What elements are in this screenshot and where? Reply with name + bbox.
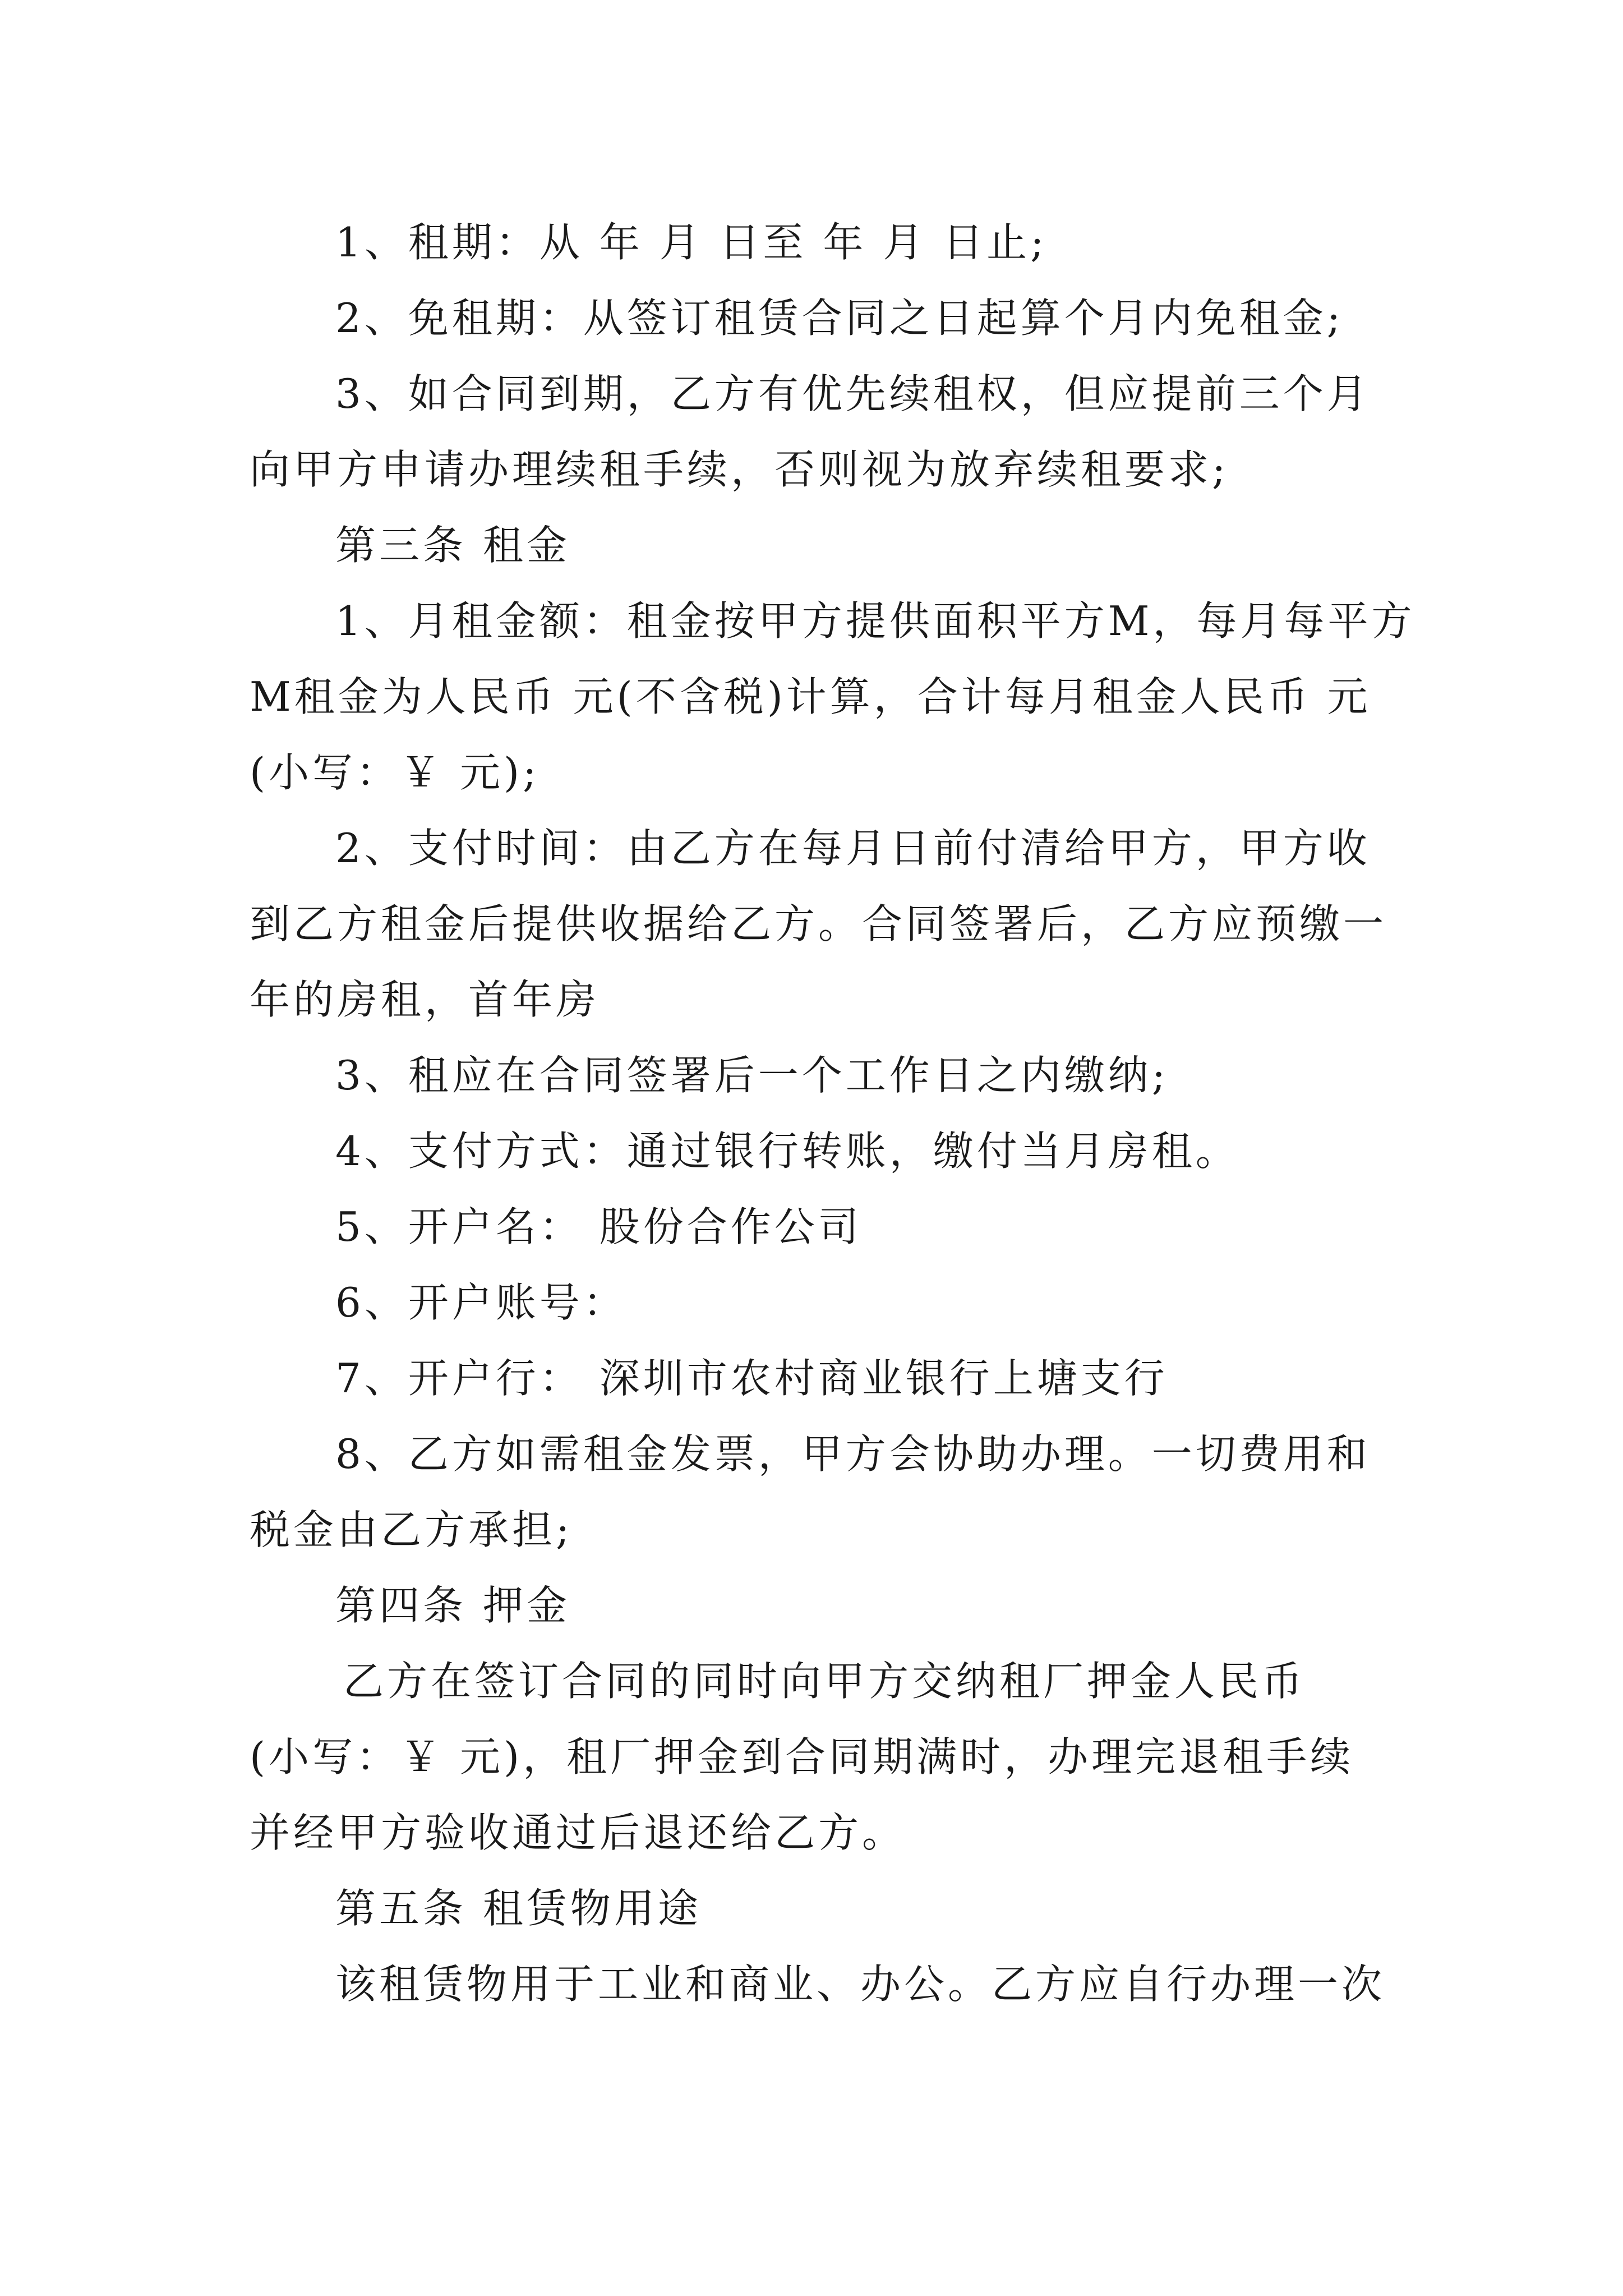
clause-line-invoice: 8、乙方如需租金发票，甲方会协助办理。一切费用和 <box>335 1430 1371 1478</box>
clause-line-lease-term: 1、租期：从 年 月 日至 年 月 日止; <box>335 219 1048 266</box>
clause-line-renewal: 3、如合同到期，乙方有优先续租权，但应提前三个月 <box>335 370 1371 417</box>
clause-line-deposit: 乙方在签订合同的同时向甲方交纳租厂押金人民币 <box>343 1658 1306 1705</box>
clause-line-bank: 7、开户行： 深圳市农村商业银行上塘支行 <box>335 1355 1168 1402</box>
clause-line-monthly-rent: 1、月租金额：租金按甲方提供面积平方M，每月每平方 <box>335 597 1415 645</box>
clause-line-deposit-cont: (小写：￥ 元)，租厂押金到合同期满时，办理完退租手续 <box>250 1733 1354 1780</box>
section-heading-rent: 第三条 租金 <box>335 522 570 569</box>
clause-line-deposit-cont: 并经甲方验收通过后退还给乙方。 <box>250 1809 906 1856</box>
clause-line-payment-time: 2、支付时间：由乙方在每月日前付清给甲方，甲方收 <box>335 825 1371 872</box>
clause-line-account-name: 5、开户名： 股份合作公司 <box>335 1203 862 1250</box>
clause-line-invoice-cont: 税金由乙方承担; <box>250 1506 573 1553</box>
clause-line-account-number: 6、开户账号： <box>335 1279 627 1326</box>
clause-line-payment-time-cont: 到乙方租金后提供收据给乙方。合同签署后，乙方应预缴一 <box>250 900 1387 947</box>
clause-line-payment-time-cont: 年的房租，首年房 <box>250 976 600 1023</box>
clause-line-monthly-rent-cont: (小写：￥ 元); <box>250 749 540 796</box>
clause-line-payment-deadline: 3、租应在合同签署后一个工作日之内缴纳; <box>335 1052 1169 1099</box>
section-heading-deposit: 第四条 押金 <box>335 1582 570 1629</box>
clause-line-payment-method: 4、支付方式：通过银行转账，缴付当月房租。 <box>335 1128 1239 1175</box>
clause-line-monthly-rent-cont: M租金为人民币 元(不含税)计算，合计每月租金人民币 元 <box>250 673 1371 720</box>
clause-line-rent-free-period: 2、免租期：从签订租赁合同之日起算个月内免租金; <box>335 295 1344 342</box>
clause-line-use: 该租赁物用于工业和商业、办公。乙方应自行办理一次 <box>335 1961 1386 2008</box>
section-heading-use: 第五条 租赁物用途 <box>335 1885 702 1932</box>
clause-line-renewal-cont: 向甲方申请办理续租手续，否则视为放弃续租要求; <box>250 446 1229 493</box>
